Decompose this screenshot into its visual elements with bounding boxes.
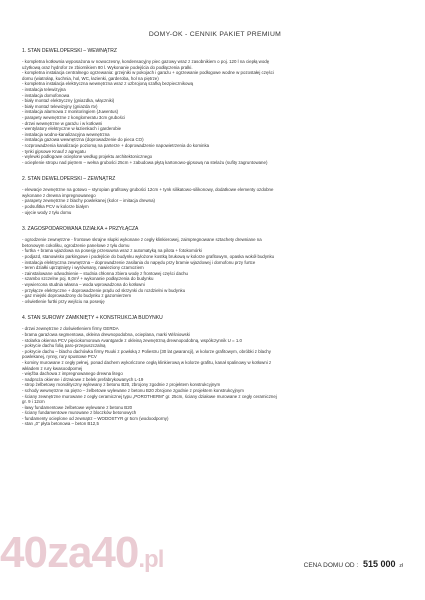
list-item: - wentylatory elektryczne w łazienkach i garderobie — [22, 126, 122, 132]
list-item: - pokrycie dachu folią paro-przepuszczalną — [22, 343, 106, 349]
list-item: - kompletna kotłownia wyposażona w nowoczesny, kondensacyjny piec gazowy wraz z zasobnikiem o poj. 120 l na ciepłą wodę — [22, 59, 270, 64]
list-item: - podjazd, stanowisko parkingowe i podejście do budynku wyłożone kostką brukową w kolorze grafitowym, opaska wokół budynku — [22, 254, 275, 260]
section-shell — [22, 315, 408, 427]
list-item: - strop żelbetowy monolityczny wylewany z betonu B20, zbrojony zgodnie z projektem konstrukcyjnym — [22, 382, 221, 388]
price-currency: zł — [399, 563, 403, 569]
list-item: - biały montaż telewizyjny (gniazda rtv) — [22, 103, 98, 109]
list-item: - podsufitka PCV w kolorze białym — [22, 204, 89, 210]
list-item: - instalacja telewizyjna — [22, 86, 66, 92]
list-item: - gaz miejski doprowadzony do budynku z gazomierzem — [22, 293, 132, 299]
list-item: - ściany zewnętrzne murowane z cegły ceramicznej typu „POROTHERM” gr. 25cm, ściany działowe murowane z cegły ceramicznej — [22, 393, 277, 399]
list-item: powlekanej, rynny, rury spustowe PCV — [22, 354, 97, 360]
list-item: - oświetlenie furtki przy wejściu na posesję — [22, 298, 105, 304]
list-item: wkładem z rury kwasoodpornej — [22, 365, 83, 371]
list-item: gr. 9 i 12cm — [22, 399, 45, 405]
price-amount: 515 000 — [363, 559, 396, 569]
section-items — [22, 237, 408, 304]
list-item: - biały montaż elektryczny (gniazdka, włączniki) — [22, 98, 115, 104]
list-item: - instalacja elektryczna zewnętrzna – doprowadzenie zasilania do napędu przy bramie wjazdowej i domofonu przy furtce — [22, 259, 256, 265]
section-title: 2. STAN DEWELOPERSKI – ZEWNĄTRZ — [22, 176, 116, 183]
list-item: - teren działki uprzątnięty i wyrównany, nawieziony czarnoziem — [22, 265, 144, 271]
list-item: - furtka + brama wjazdowa na posesję przesuwna wraz z automatyką na pilota + fotokomórki — [22, 248, 202, 254]
list-item: - instalacja domofonowa — [22, 92, 70, 98]
price-list-document — [22, 0, 408, 427]
list-item: - tynki gipsowe Knauf z agregatu — [22, 148, 86, 154]
list-item: - kompletna instalacja elektryczna wewnętrzna wraz z uzbrojoną szafką bezpiecznikową — [22, 81, 194, 87]
list-item: - pokrycie dachu – blacho dachówka firmy Ruuki z powłoką z Poliestru (30 lat gwarancji), w kolorze grafitowym, obróbki z blachy — [22, 348, 271, 354]
list-item: - ściany fundamentowe murowane z bloczków betonowych — [22, 410, 137, 416]
list-item: - instalacja wodno-kanalizacyjna wewnętrzna — [22, 131, 110, 137]
section-title: 1. STAN DEWELOPERSKI – WEWNĄTRZ — [22, 48, 117, 54]
list-item: - szambo szczelne poj. 8,0m³ + wykonanie podłączenia do budynku — [22, 276, 154, 282]
list-item: użytkową oraz hydrofor ze zbiornikiem 80 l. Wykonanie podejścia do podłączenia pralki. — [22, 64, 193, 70]
list-item: - kominy murowane z cegły pełnej, ponad dachem wykończone cegłą klinkierową w kolorze grafitu, kanał spalinowy w kotłowni z — [22, 359, 272, 365]
section-items — [22, 187, 408, 215]
section-exterior — [22, 176, 408, 215]
list-item: - ujęcie wody z tyłu domu — [22, 209, 72, 215]
list-item: - elewacje zewnętrzne na gotowo – styropian grafitowy grubości 12cm + tynk silikatowo-silikonowy, dodatkowe elementy ozdobne — [22, 187, 274, 193]
section-title: 3. ZAGOSPODAROWANA DZIAŁKA + PRZYŁĄCZA — [22, 226, 139, 233]
list-item: - stan „0” płyta betonowa – beton B12,5 — [22, 421, 99, 427]
list-item: - parapety wewnętrzne z konglomeratu 3cm grubości — [22, 114, 125, 120]
section-title: 4. STAN SUROWY ZAMKNIĘTY + KONSTRUKCJA BUDYNKU — [22, 315, 163, 322]
list-item: - ogrodzenie zewnętrzne - frontowe skrajne słupki wykonane z cegły klinkierowej, zaimpregnowane sztachety drewniane na — [22, 237, 262, 243]
list-item: betonowym cokoliku, ogrodzenie panelowe z tyłu domu — [22, 242, 130, 248]
list-item: - instalacja alarmowa z monitoringiem (Juwentus) — [22, 109, 119, 115]
section-plot — [22, 226, 408, 304]
list-item: - ławy fundamentowe żelbetowe wylewane z betonu B20 — [22, 404, 133, 410]
list-item: - schody wewnętrzne na piętro – żelbetowe wylewane z betonu B20 zbrojone zgodnie z projektem konstrukcyjnym — [22, 387, 244, 393]
section-items — [22, 59, 408, 165]
list-item: - brama garażowa segmentowa, okleina drewnopodobna, ocieplana, marki Wiśniowski — [22, 331, 190, 337]
section-items — [22, 326, 408, 427]
list-item: - rozprowadzenia kanalizacje poziomą na parterze + doprowadzenie napowietrzenia do kominka — [22, 142, 210, 148]
watermark-logo — [0, 528, 163, 578]
list-item: - wylewki podłogowe ocieplone według projektu architektonicznego — [22, 154, 153, 160]
watermark-suffix: .pl — [138, 546, 164, 573]
list-item: - zainstalowane odwodnienie – studnia chłonna zbiera wodę z frontowej części dachu — [22, 270, 188, 276]
price-label: CENA DOMU OD : — [303, 562, 359, 569]
list-item: - drzwi zewnętrzne z doświetleniem firmy GERDA — [22, 326, 119, 332]
list-item: - parapety zewnętrzne z blachy powlekanej (kolor – imitacja drewna) — [22, 198, 156, 204]
list-item: - fundamenty ocieplone od zewnątrz – WODOSTYR gr 5cm (wodoodporny) — [22, 415, 169, 421]
list-item: domu (wiatrołap, kuchnia, hol, WC, łazienki, garderoba, hol na piętrze) — [22, 75, 159, 81]
price-box — [304, 559, 403, 569]
list-item: - kompletna instalacja centralnego ogrzewania: grzejniki w pokojach i garażu + ogrzewanie podłogowe wodne w pozostałej części — [22, 70, 274, 76]
list-item: - stolarka okienna PCV pięciokomorowa Avantgarde z okleiną zewnętrzną drewnopodobną, współczynnik U = 1.0 — [22, 337, 242, 343]
list-item: - nadproża okienne i drzwiowe z belek prefabrykowanych L-19 — [22, 376, 144, 382]
section-interior — [22, 48, 408, 165]
list-item: - wywiercona studnia własna – woda wprowadzona do kotłowni — [22, 282, 145, 287]
list-item: - więźba dachowa z impregnowanego drewna litego — [22, 371, 123, 377]
list-item: - instalacja gazowa wewnętrzna (doprowadzenie do pieca CO) — [22, 137, 144, 143]
list-item: wykonane z drewna impregnowanego — [22, 192, 96, 198]
list-item: - drzwi wewnętrzne w garażu i w kotłowni — [22, 120, 103, 126]
list-item: - ocieplenie stropu nad piętrem – wełna grubości 25cm + zabudowa płytą kartonowo-gipsową na stelażu (sufity zagruntowane) — [22, 159, 268, 165]
watermark-text: 40za40 — [0, 528, 139, 577]
page-title: DOMY-OK - CENNIK PAKIET PREMIUM — [148, 31, 282, 38]
list-item: - przyłącze elektryczne + doprowadzenie prądu od skrzynki do rozdzielni w budynku — [22, 287, 186, 293]
